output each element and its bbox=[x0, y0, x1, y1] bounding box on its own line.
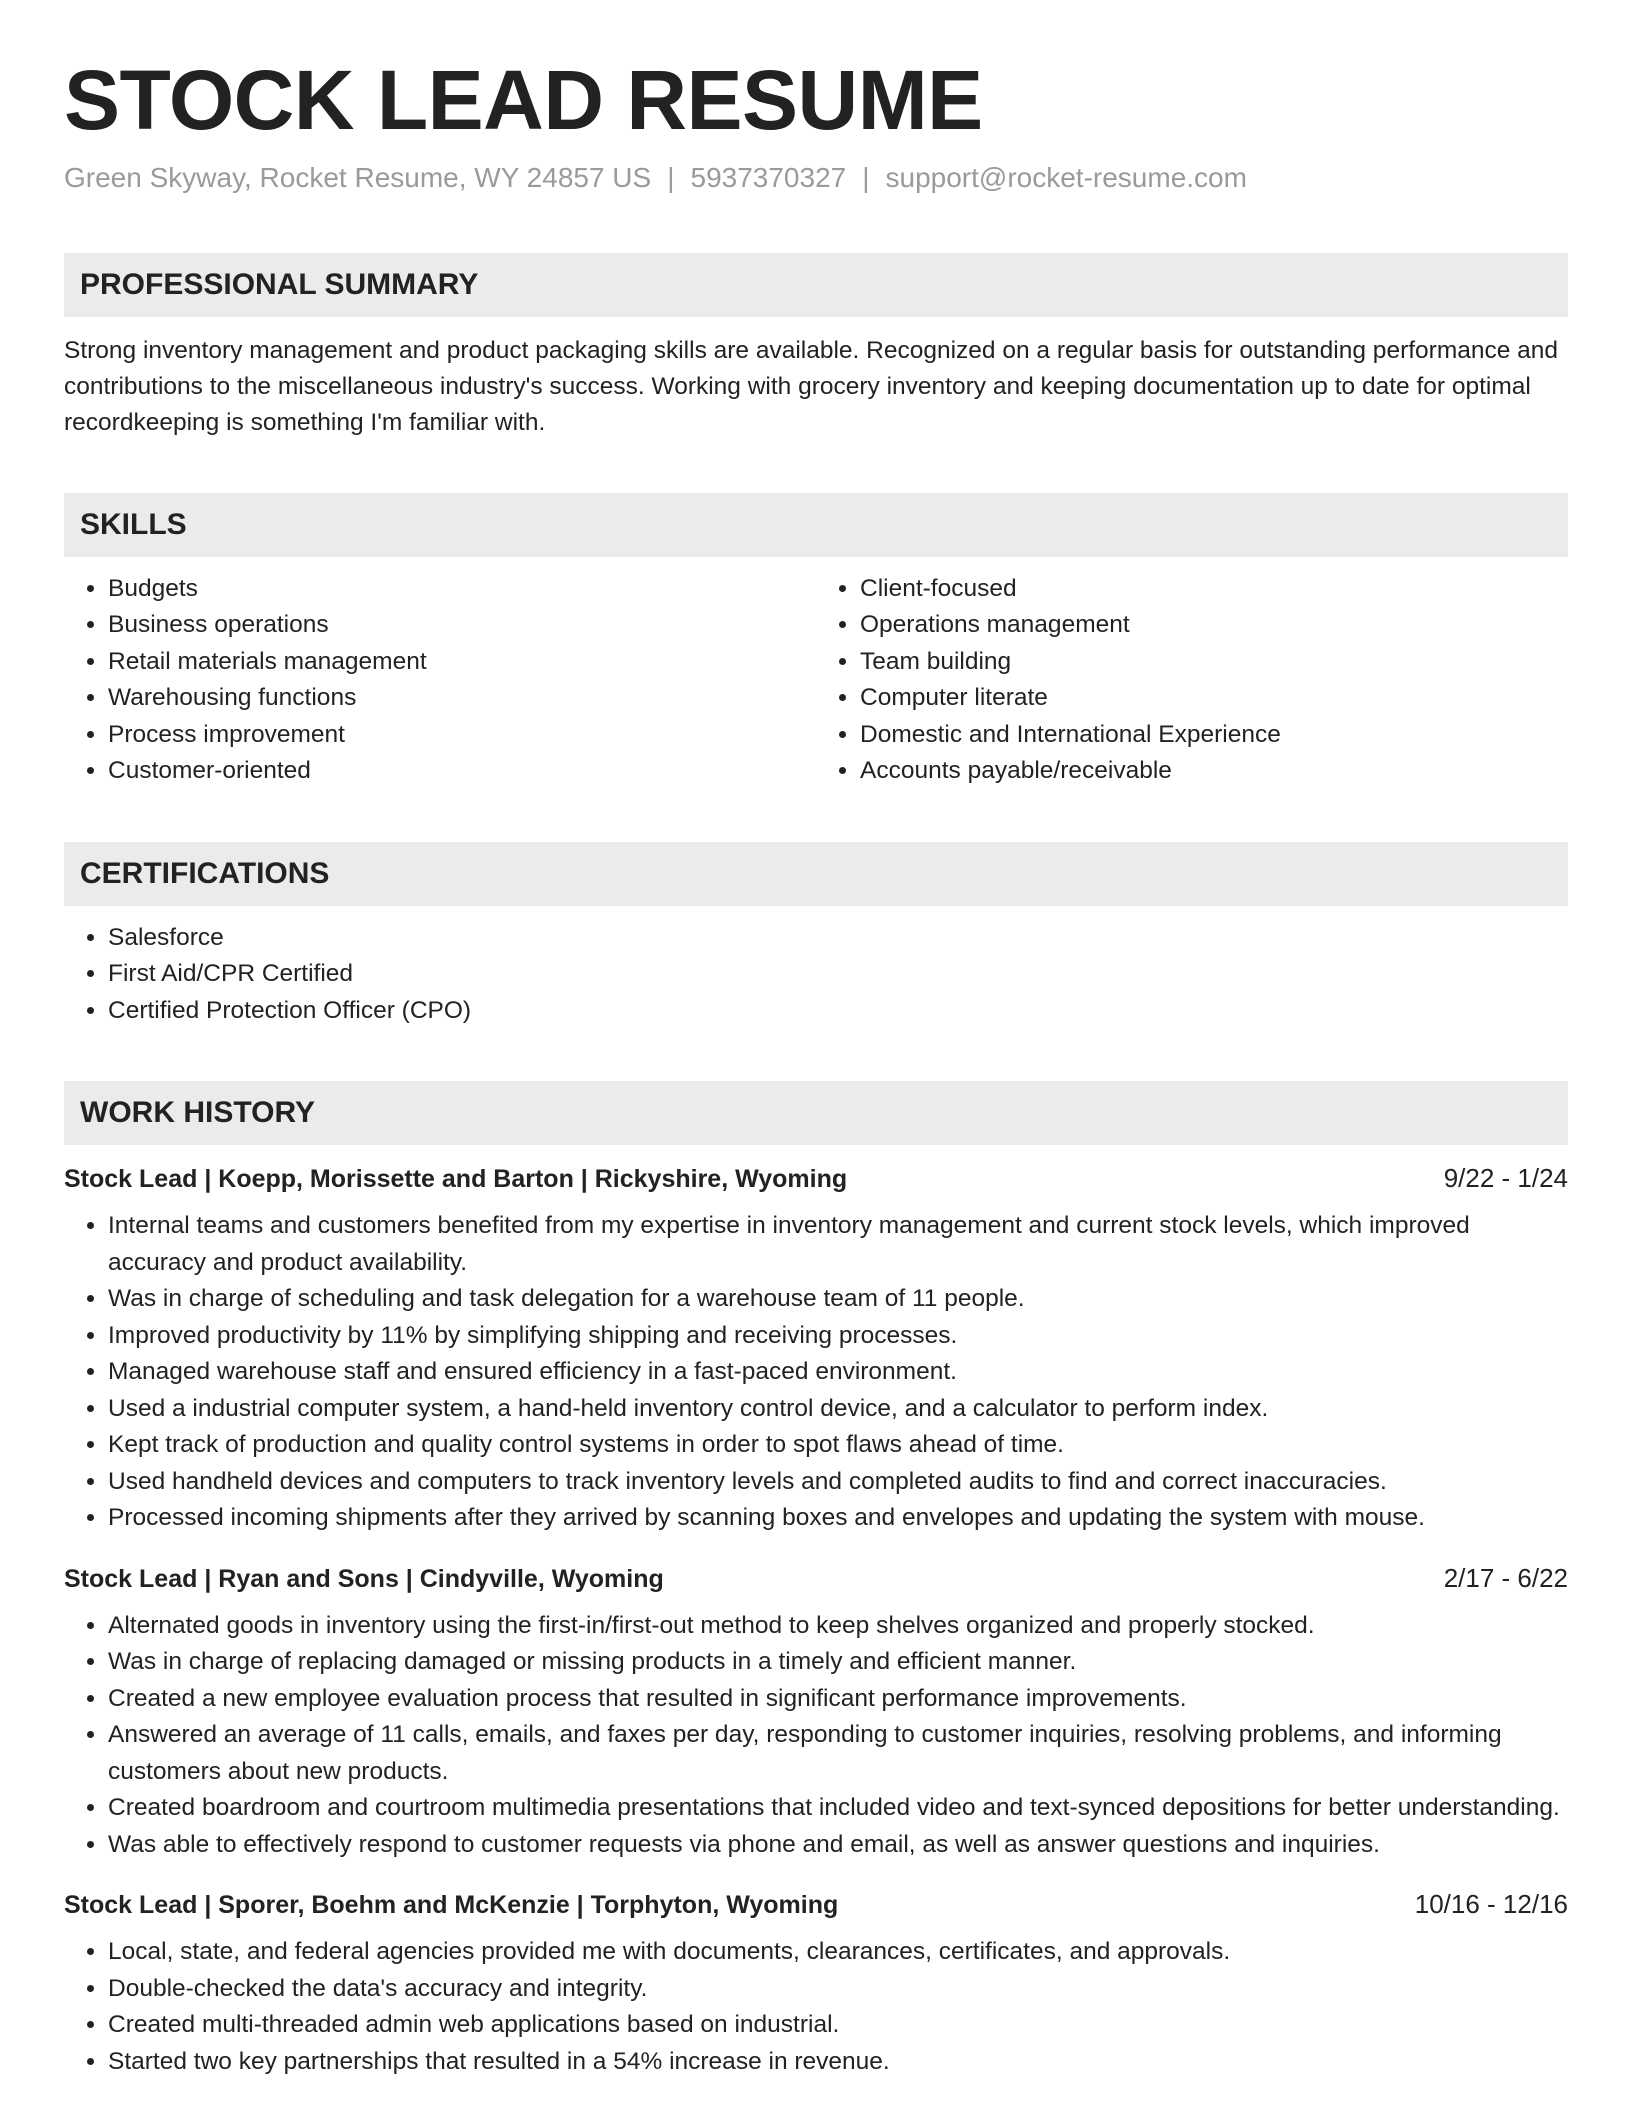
list-item: • Process improvement bbox=[108, 717, 816, 754]
list-item: • First Aid/CPR Certified bbox=[108, 956, 1568, 993]
list-item: • Improved productivity by 11% by simplifying shipping and receiving processes. bbox=[108, 1318, 1568, 1355]
resume-title: STOCK LEAD RESUME bbox=[64, 53, 983, 147]
list-item: • Salesforce bbox=[108, 920, 1568, 957]
job-bullets bbox=[64, 1608, 1568, 1864]
list-item: • Answered an average of 11 calls, emails, and faxes per day, responding to customer inquiries, resolving problems, and informing customers about new products. bbox=[108, 1717, 1568, 1790]
list-item: • Operations management bbox=[860, 607, 1568, 644]
skills-column-right bbox=[816, 571, 1568, 790]
job-entry bbox=[64, 1889, 1568, 2080]
job-entry bbox=[64, 1163, 1568, 1537]
list-item: • Warehousing functions bbox=[108, 680, 816, 717]
list-item: • Retail materials management bbox=[108, 644, 816, 681]
job-title: Stock Lead | Ryan and Sons | Cindyville, Wyoming bbox=[64, 1564, 664, 1593]
certifications-list bbox=[64, 920, 1568, 1030]
job-dates: 9/22 - 1/24 bbox=[1443, 1163, 1568, 1194]
list-item: • Was able to effectively respond to customer requests via phone and email, as well as answer questions and inquiries. bbox=[108, 1827, 1568, 1864]
list-item: • Budgets bbox=[108, 571, 816, 608]
job-bullets bbox=[64, 1934, 1568, 2080]
job-title: Stock Lead | Koepp, Morissette and Barton | Rickyshire, Wyoming bbox=[64, 1165, 848, 1194]
list-item: • Computer literate bbox=[860, 680, 1568, 717]
contact-email: support@rocket-resume.com bbox=[885, 162, 1247, 194]
work-history-list bbox=[64, 1163, 1568, 2080]
job-header bbox=[64, 1163, 1568, 1194]
list-item: • Kept track of production and quality control systems in order to spot flaws ahead of time. bbox=[108, 1427, 1568, 1464]
list-item: • Double-checked the data's accuracy and integrity. bbox=[108, 1971, 1568, 2008]
job-header bbox=[64, 1563, 1568, 1594]
section-heading-certifications: CERTIFICATIONS bbox=[64, 842, 1568, 906]
list-item: • Internal teams and customers benefited from my expertise in inventory management and current stock levels, which improved accuracy and product availability. bbox=[108, 1208, 1568, 1281]
contact-separator: | bbox=[667, 162, 675, 194]
job-entry bbox=[64, 1563, 1568, 1864]
list-item: • Created boardroom and courtroom multimedia presentations that included video and text-synced depositions for better understanding. bbox=[108, 1790, 1568, 1827]
contact-line bbox=[64, 160, 1568, 196]
list-item: • Used handheld devices and computers to track inventory levels and completed audits to find and correct inaccuracies. bbox=[108, 1464, 1568, 1501]
list-item: • Business operations bbox=[108, 607, 816, 644]
job-title: Stock Lead | Sporer, Boehm and McKenzie | Torphyton, Wyoming bbox=[64, 1891, 839, 1920]
list-item: • Client-focused bbox=[860, 571, 1568, 608]
contact-address: Green Skyway, Rocket Resume, WY 24857 US bbox=[64, 162, 652, 194]
job-dates: 2/17 - 6/22 bbox=[1443, 1562, 1568, 1593]
list-item: • Created multi-threaded admin web applications based on industrial. bbox=[108, 2007, 1568, 2044]
section-heading-skills: SKILLS bbox=[64, 493, 1568, 557]
skills-list bbox=[64, 571, 1568, 790]
section-heading-work-history: WORK HISTORY bbox=[64, 1081, 1568, 1145]
list-item: • Started two key partnerships that resulted in a 54% increase in revenue. bbox=[108, 2044, 1568, 2081]
list-item: • Local, state, and federal agencies provided me with documents, clearances, certificates, and approvals. bbox=[108, 1934, 1568, 1971]
contact-separator: | bbox=[862, 162, 870, 194]
list-item: • Accounts payable/receivable bbox=[860, 753, 1568, 790]
list-item: • Certified Protection Officer (CPO) bbox=[108, 993, 1568, 1030]
job-header bbox=[64, 1889, 1568, 1920]
list-item: • Domestic and International Experience bbox=[860, 717, 1568, 754]
list-item: • Customer-oriented bbox=[108, 753, 816, 790]
list-item: • Alternated goods in inventory using the first-in/first-out method to keep shelves organized and properly stocked. bbox=[108, 1608, 1568, 1645]
list-item: • Team building bbox=[860, 644, 1568, 681]
job-dates: 10/16 - 12/16 bbox=[1414, 1889, 1568, 1920]
list-item: • Was in charge of scheduling and task delegation for a warehouse team of 11 people. bbox=[108, 1281, 1568, 1318]
list-item: • Was in charge of replacing damaged or missing products in a timely and efficient manner. bbox=[108, 1644, 1568, 1681]
list-item: • Created a new employee evaluation process that resulted in significant performance improvements. bbox=[108, 1681, 1568, 1718]
list-item: • Processed incoming shipments after they arrived by scanning boxes and envelopes and updating the system with mouse. bbox=[108, 1500, 1568, 1537]
list-item: • Managed warehouse staff and ensured efficiency in a fast-paced environment. bbox=[108, 1354, 1568, 1391]
job-bullets bbox=[64, 1208, 1568, 1537]
contact-phone: 5937370327 bbox=[690, 162, 847, 194]
list-item: • Used a industrial computer system, a hand-held inventory control device, and a calculator to perform index. bbox=[108, 1391, 1568, 1428]
skills-column-left bbox=[64, 571, 816, 790]
section-heading-summary: PROFESSIONAL SUMMARY bbox=[64, 253, 1568, 317]
summary-text: Strong inventory management and product packaging skills are available. Recognized on a regular basis for outstanding performance and contributions to the miscellaneous industry's success. Working with grocery inventory and keeping documentation up to date for optimal recordkeeping is something I'm familiar with. bbox=[64, 336, 1559, 436]
